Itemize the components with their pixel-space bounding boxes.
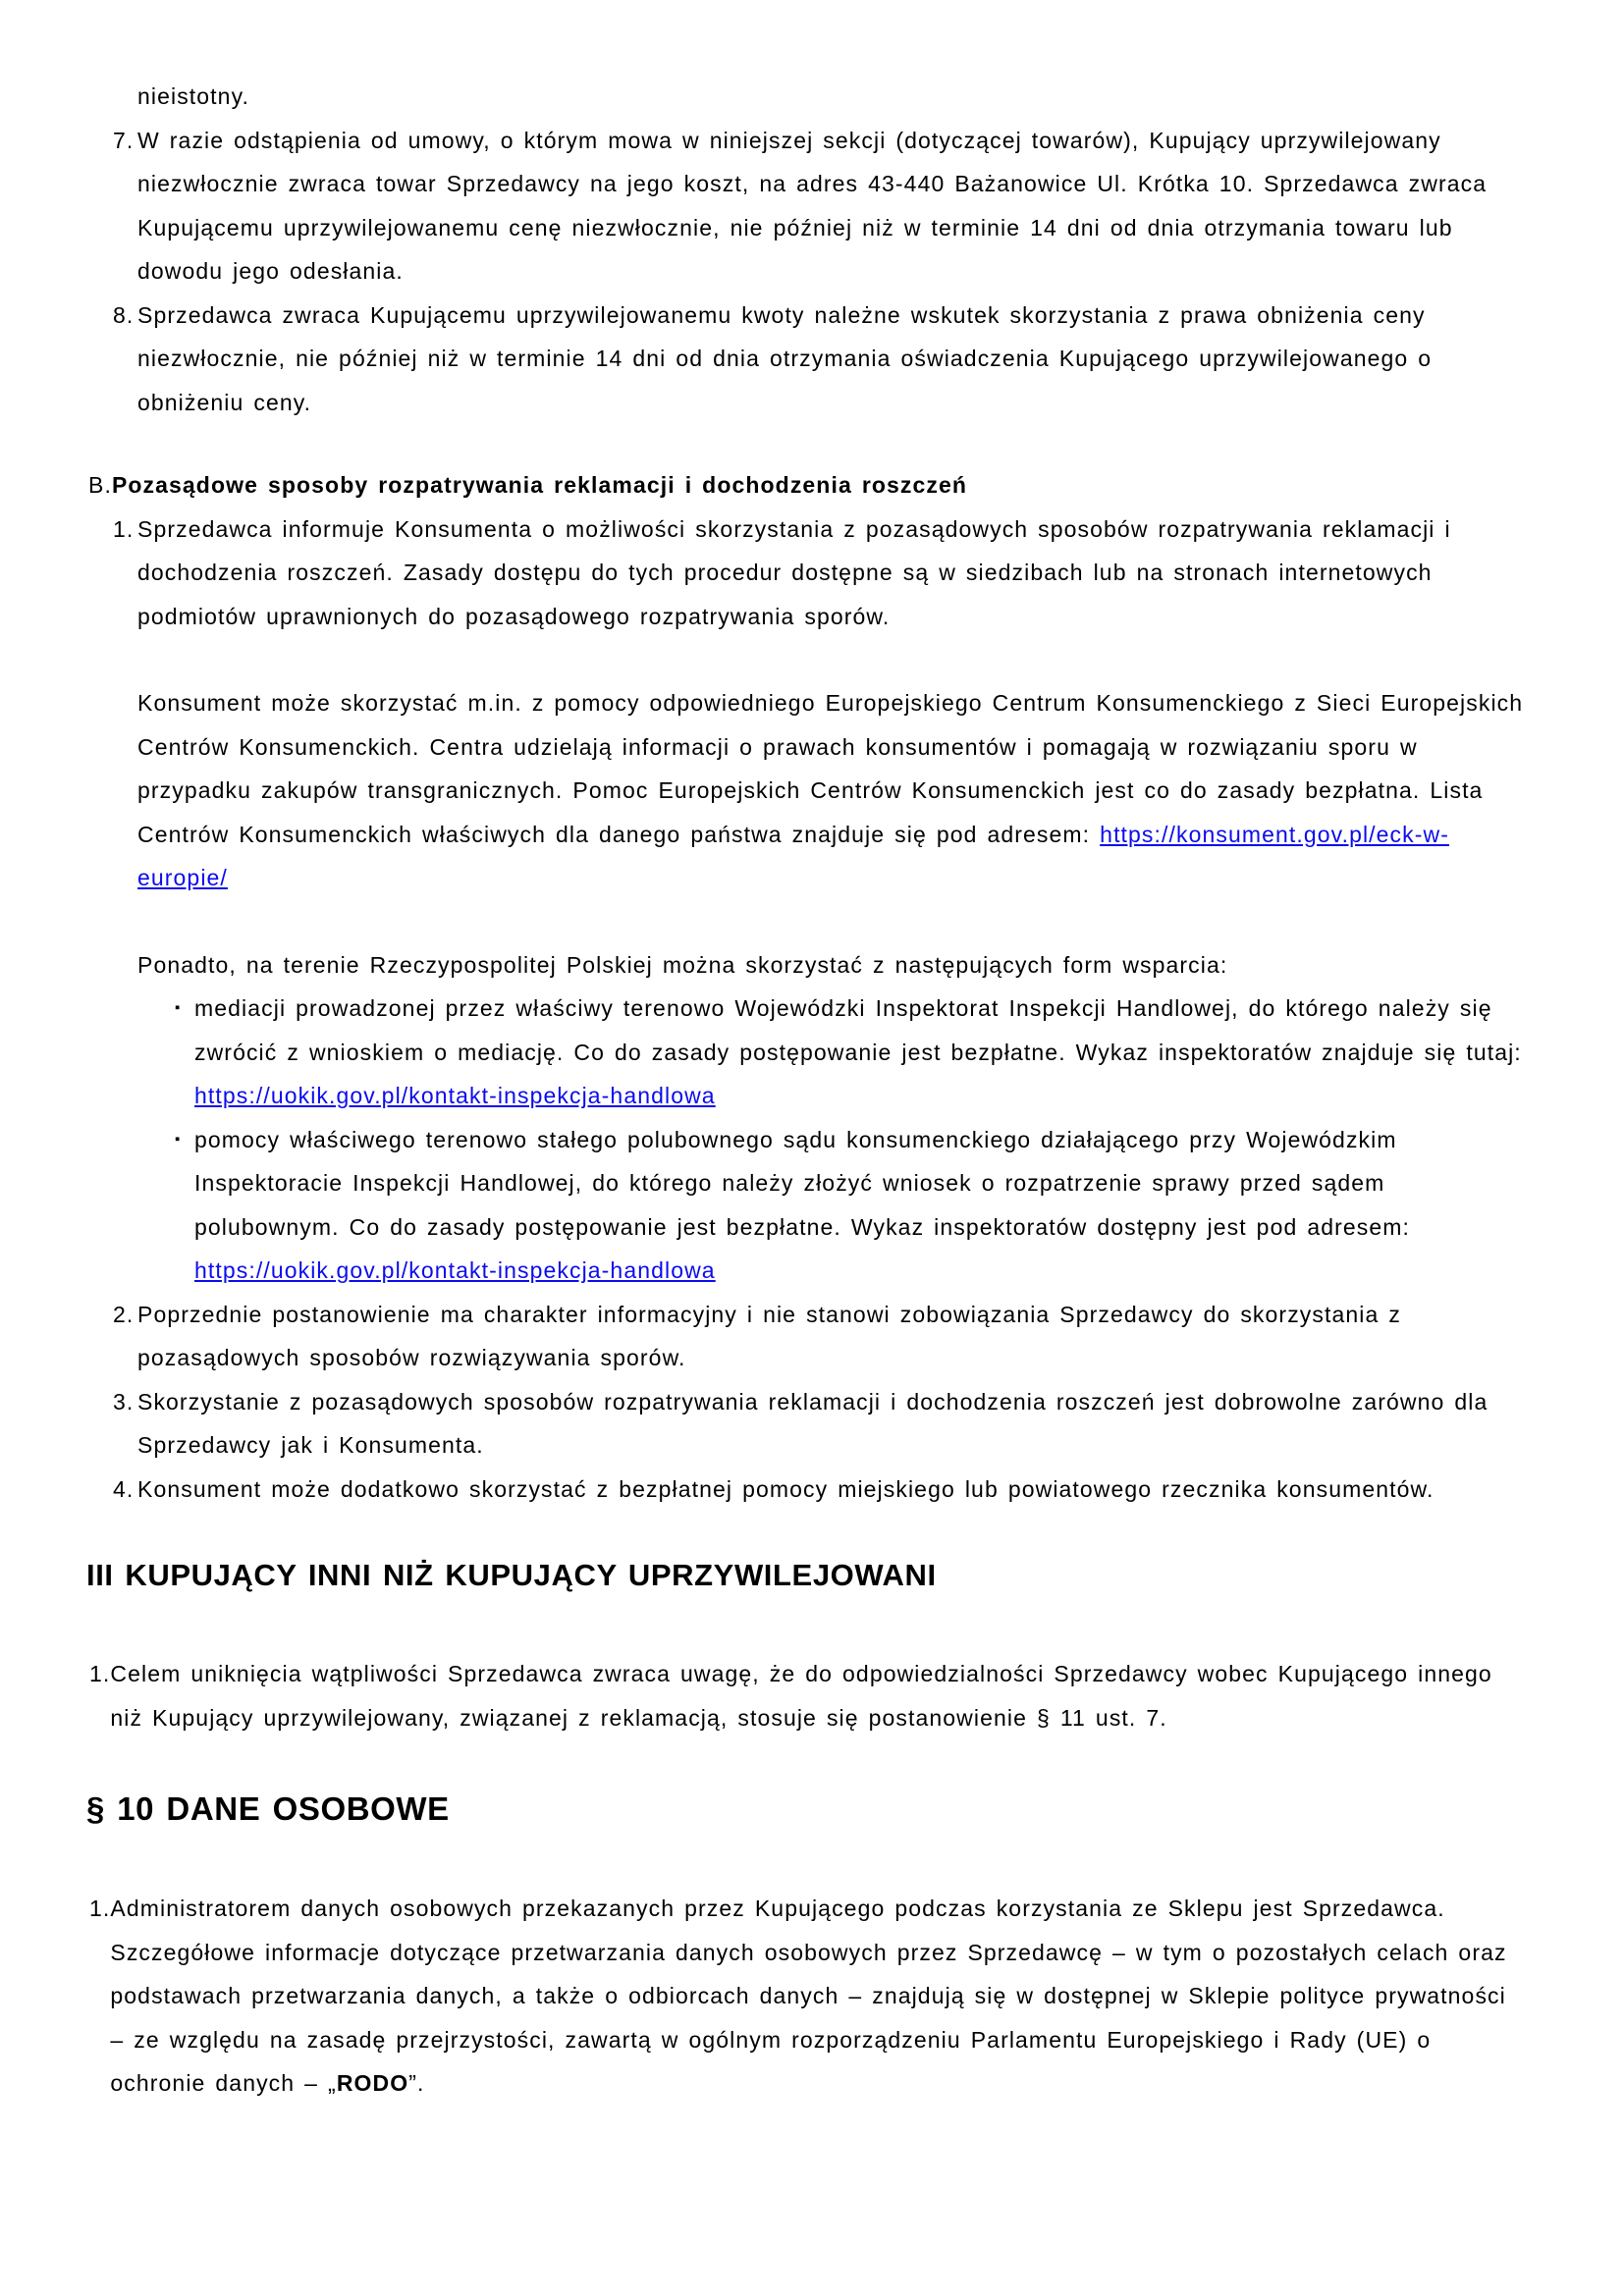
item-text: Poprzednie postanowienie ma charakter informacyjny i nie stanowi zobowiązania Sprzedawcy do skorzystania z pozasądowych sposobów rozwiązywania sporów.	[137, 1301, 1401, 1370]
paragraph-ecc-text: Konsument może skorzystać m.in. z pomocy odpowiedniego Europejskiego Centrum Konsumenckiego z Sieci Europejskich Centrów Konsumenckich. Centra udzielają informacji o prawach konsumentów i pomagają w rozwiązaniu sporu w przypadku zakupów transgranicznych. Pomoc Europejskich Centrów Konsumenckich jest co do zasady bezpłatna. Lista Centrów Konsumenckich właściwych dla danego państwa znajduje się pod adresem:	[137, 690, 1524, 847]
paragraph-adr: Sprzedawca informuje Konsumenta o możliwości skorzystania z pozasądowych sposobów rozpatrywania reklamacji i dochodzenia roszczeń. Zasady dostępu do tych procedur dostępne są w siedzibach lub na stronach internetowych podmiotów uprawnionych do pozasądowego rozpatrywania sporów.	[137, 515, 1451, 629]
bullet-text	[194, 987, 1526, 1118]
item-text	[110, 1887, 1526, 2106]
paragraph-support-forms: Ponadto, na terenie Rzeczypospolitej Polskiej można skorzystać z następujących form wsparcia:	[137, 951, 1228, 978]
link-uokik-inspektoraty-1[interactable]: https://uokik.gov.pl/kontakt-inspekcja-handlowa	[194, 1083, 716, 1108]
bullet-item-court	[137, 1118, 1526, 1293]
rodo-text-after: ”.	[408, 2070, 425, 2096]
bullet-mediation-text: mediacji prowadzonej przez właściwy terenowo Wojewódzki Inspektorat Inspekcji Handlowej, do którego należy się zwrócić z wnioskiem o mediację. Co do zasady postępowanie jest bezpłatne. Wykaz inspektoratów znajduje się tutaj:	[194, 995, 1522, 1065]
item-number: 2.	[113, 1301, 135, 1327]
list-item-p10-1	[88, 1887, 1526, 2106]
heading-section-iii: III KUPUJĄCY INNI NIŻ KUPUJĄCY UPRZYWILEJOWANI	[86, 1558, 937, 1592]
paragraph-ecc	[137, 681, 1526, 900]
item-body	[137, 507, 1526, 1293]
list-item-b4	[88, 1468, 1526, 1512]
list-item-b2	[88, 1293, 1526, 1380]
rodo-bold: RODO	[336, 2070, 409, 2096]
bullet-text	[194, 1118, 1526, 1293]
bullet-court-text: pomocy właściwego terenowo stałego polubownego sądu konsumenckiego działającego przy Wojewódzkim Inspektoracie Inspekcji Handlowej, do którego należy złożyć wniosek o rozpatrzenie sprawy przed sądem polubownym. Co do zasady postępowanie jest bezpłatne. Wykaz inspektoratów dostępny jest pod adresem:	[194, 1126, 1411, 1240]
list-item-7	[88, 119, 1526, 294]
item-text: Celem uniknięcia wątpliwości Sprzedawca zwraca uwagę, że do odpowiedzialności Sprzedawcy wobec Kupującego innego niż Kupujący uprzywilejowany, związanej z reklamacją, stosuje się postanowienie § 11 ust. 7.	[110, 1661, 1492, 1731]
item-number: 1.	[113, 515, 135, 542]
list-item-b3	[88, 1380, 1526, 1468]
heading-par-10-dane-osobowe: § 10 DANE OSOBOWE	[86, 1790, 450, 1827]
bullet-square-icon: ▪	[175, 1130, 182, 1148]
item-number: 4.	[113, 1475, 135, 1502]
section-b-title: Pozasądowe sposoby rozpatrywania reklamacji i dochodzenia roszczeń	[111, 472, 968, 498]
section-b-heading	[88, 463, 1526, 507]
list-item-8	[88, 294, 1526, 425]
list-item-iii-1	[88, 1652, 1526, 1739]
rodo-text-before: Administratorem danych osobowych przekazanych przez Kupującego podczas korzystania ze Sklepu jest Sprzedawca. Szczegółowe informacje dotyczące przetwarzania danych osobowych przez Sprzedawcę – w tym o pozostałych celach oraz podstawach przetwarzania danych, a także o odbiorcach danych – znajdują się w dostępnej w Sklepie polityce prywatności – ze względu na zasadę przejrzystości, zawartą w ogólnym rozporządzeniu Parlamentu Europejskiego i Rady (UE) o ochronie danych – „	[110, 1896, 1507, 2096]
item-number: 1.	[89, 1896, 111, 1921]
list-item-b1	[88, 507, 1526, 1293]
item-text: Sprzedawca zwraca Kupującemu uprzywilejowanemu kwoty należne wskutek skorzystania z prawa obniżenia ceny niezwłocznie, nie później niż w terminie 14 dni od dnia otrzymania oświadczenia Kupującego uprzywilejowanego o obniżeniu ceny.	[137, 301, 1433, 415]
bullet-item-mediation	[137, 987, 1526, 1118]
item-number: 1.	[89, 1661, 111, 1686]
link-uokik-inspektoraty-2[interactable]: https://uokik.gov.pl/kontakt-inspekcja-handlowa	[194, 1257, 716, 1283]
item-number: 8.	[113, 301, 135, 328]
bullet-square-icon: ▪	[175, 999, 182, 1016]
link-konsument-gov[interactable]: https://konsument.gov.pl/eck-w-europie/	[137, 821, 1449, 890]
item-text: Konsument może dodatkowo skorzystać z bezpłatnej pomocy miejskiego lub powiatowego rzecznika konsumentów.	[137, 1475, 1435, 1502]
item-text: W razie odstąpienia od umowy, o którym mowa w niniejszej sekcji (dotyczącej towarów), Kupujący uprzywilejowany niezwłocznie zwraca towar Sprzedawcy na jego koszt, na adres 43-440 Bażanowice Ul. Krótka 10. Sprzedawca zwraca Kupującemu uprzywilejowanemu cenę niezwłocznie, nie później niż w terminie 14 dni od dnia otrzymania towaru lub dowodu jego odesłania.	[137, 127, 1488, 284]
section-b-label: B.	[88, 472, 112, 498]
item-number: 3.	[113, 1388, 135, 1415]
paragraph-continuation: nieistotny.	[137, 83, 249, 109]
item-text: Skorzystanie z pozasądowych sposobów rozpatrywania reklamacji i dochodzenia roszczeń jest dobrowolne zarówno dla Sprzedawcy jak i Konsumenta.	[137, 1388, 1489, 1458]
item-number: 7.	[113, 127, 135, 153]
